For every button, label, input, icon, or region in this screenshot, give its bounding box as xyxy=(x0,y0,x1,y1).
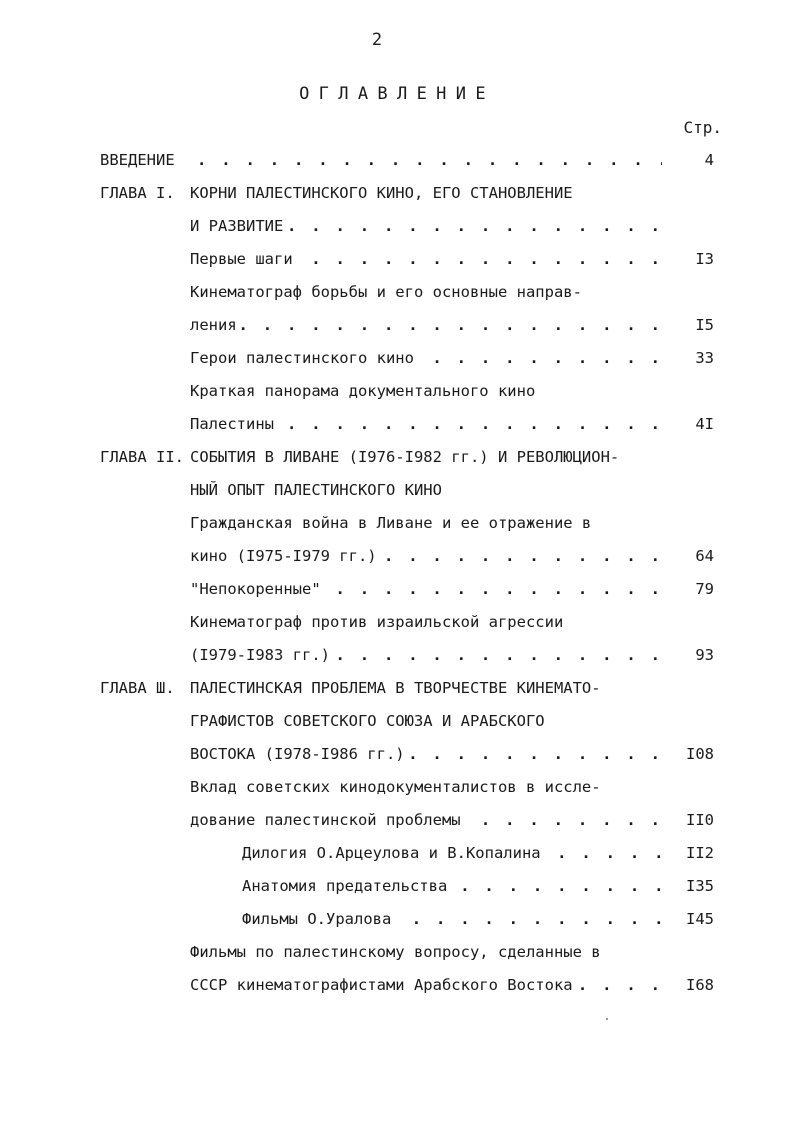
toc-entry-text: Фильмы О.Уралова xyxy=(242,910,395,928)
toc-entry-text: Герои палестинского кино xyxy=(190,349,418,367)
toc-entry-text: Дилогия О.Арцеулова и В.Копалина xyxy=(242,844,545,862)
toc-entry-page: I35 xyxy=(686,877,714,895)
toc-entry-text: Анатомия предательства xyxy=(242,877,451,895)
toc-entry xyxy=(190,280,660,304)
toc-entry-text: КОРНИ ПАЛЕСТИНСКОГО КИНО, ЕГО СТАНОВЛЕНИЕ xyxy=(190,184,577,202)
chapter-title xyxy=(190,676,660,700)
toc-entry-text: (I979-I983 гг.) xyxy=(190,646,334,664)
toc-entry-text: Краткая панорама документального кино xyxy=(190,382,539,400)
chapter-label: ГЛАВА I. xyxy=(100,184,175,202)
chapter-title-continued xyxy=(190,709,660,733)
chapter-title xyxy=(190,445,660,469)
toc-entry-continued xyxy=(190,313,662,337)
toc-entry-page: 4I xyxy=(695,415,714,433)
toc-entry-page: I68 xyxy=(686,976,714,994)
toc-subentry xyxy=(242,874,662,898)
toc-entry-page: 4 xyxy=(704,151,714,169)
toc-entry-text: Кинематограф против израильской агрессии xyxy=(190,613,567,631)
toc-entry-text: И РАЗВИТИЕ xyxy=(190,217,287,235)
toc-entry-text: ВВЕДЕНИЕ xyxy=(100,151,179,169)
toc-entry-continued xyxy=(190,412,662,436)
toc-entry-text: ПАЛЕСТИНСКАЯ ПРОБЛЕМА В ТВОРЧЕСТВЕ КИНЕМАТО- xyxy=(190,679,605,697)
toc-entry-text: Кинематограф борьбы и его основные направ- xyxy=(190,283,586,301)
toc-entry-text: Гражданская война в Ливане и ее отражение в xyxy=(190,514,595,532)
toc-entry-text: "Непокоренные" xyxy=(190,580,325,598)
toc-entry-page: 93 xyxy=(695,646,714,664)
toc-entry-page: I5 xyxy=(695,316,714,334)
page-number: 2 xyxy=(371,30,383,50)
toc-entry xyxy=(190,247,662,271)
scan-speck xyxy=(606,1018,608,1020)
toc-entry-text: СССР кинематографистами Арабского Востока xyxy=(190,976,577,994)
toc-entry-continued xyxy=(190,808,662,832)
toc-entry-text: Вклад советских кинодокументалистов в иссле- xyxy=(190,778,605,796)
toc-entry-page: I08 xyxy=(686,745,714,763)
chapter-title-continued xyxy=(190,478,660,502)
toc-entry xyxy=(190,511,660,535)
toc-entry-page: I45 xyxy=(686,910,714,928)
toc-entry-page: I3 xyxy=(695,250,714,268)
toc-entry-text: НЫЙ ОПЫТ ПАЛЕСТИНСКОГО КИНО xyxy=(190,481,446,499)
toc-entry-page: 33 xyxy=(695,349,714,367)
toc-entry-text: Фильмы по палестинскому вопросу, сделанные в xyxy=(190,943,605,961)
page-column-label: Стр. xyxy=(683,118,722,137)
toc-entry xyxy=(190,940,660,964)
toc-entry-text: дование палестинской проблемы xyxy=(190,811,465,829)
toc-entry-continued xyxy=(190,973,662,997)
toc-entry-introduction xyxy=(100,148,662,172)
toc-entry-text: кино (I975-I979 гг.) xyxy=(190,547,381,565)
toc-entry xyxy=(190,379,660,403)
chapter-title-continued xyxy=(190,214,662,238)
chapter-label: ГЛАВА Ш. xyxy=(100,679,175,697)
toc-entry xyxy=(190,775,660,799)
toc-entry-text: Первые шаги xyxy=(190,250,297,268)
toc-entry-page: II2 xyxy=(686,844,714,862)
toc-subentry xyxy=(242,841,662,865)
toc-entry xyxy=(190,610,660,634)
toc-entry-text: ГРАФИСТОВ СОВЕТСКОГО СОЮЗА И АРАБСКОГО xyxy=(190,712,549,730)
toc-entry xyxy=(190,577,662,601)
toc-entry-text: ВОСТОКА (I978-I986 гг.) xyxy=(190,745,409,763)
chapter-title-continued xyxy=(190,742,662,766)
page-title: ОГЛАВЛЕНИЕ xyxy=(299,84,495,104)
toc-entry-continued xyxy=(190,643,662,667)
toc-entry-page: II0 xyxy=(686,811,714,829)
chapter-title xyxy=(190,181,660,205)
toc-entry-continued xyxy=(190,544,662,568)
chapter-label: ГЛАВА II. xyxy=(100,448,184,466)
toc-entry-text: СОБЫТИЯ В ЛИВАНЕ (I976-I982 гг.) И РЕВОЛЮЦИОН- xyxy=(190,448,623,466)
toc-entry-page: 79 xyxy=(695,580,714,598)
toc-entry-text: Палестины xyxy=(190,415,278,433)
toc-entry-text: ления xyxy=(190,316,241,334)
toc-entry-page: 64 xyxy=(695,547,714,565)
toc-subentry xyxy=(242,907,662,931)
toc-entry xyxy=(190,346,662,370)
